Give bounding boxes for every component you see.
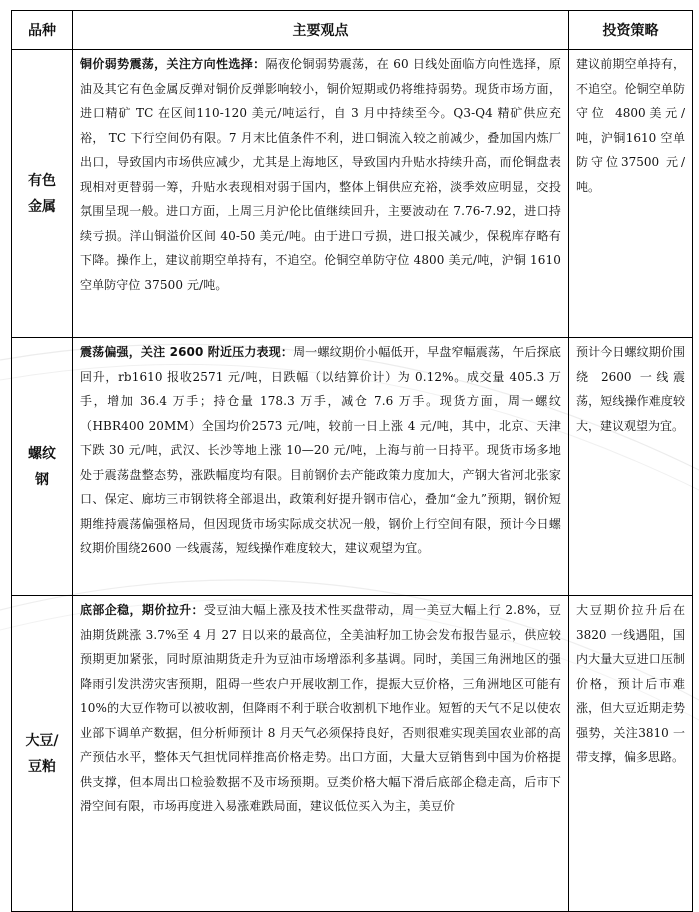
header-category: 品种 [12, 11, 73, 50]
view-lead: 震荡偏强，关注 2600 附近压力表现： [80, 345, 294, 359]
category-cell: 有色金属 [12, 50, 73, 338]
table-row-rebar [12, 338, 693, 596]
category-cell: 螺纹钢 [12, 338, 73, 596]
view-body: 受豆油大幅上涨及技术性买盘带动，周一美豆大幅上行 2.8%，豆油期货跳涨 3.7%至 4 月 27 日以来的最高位，全美油籽加工协会发布报告显示，供应较预期更加紧张，同时原油期货走升为豆油市场增添利多基调。同时，美国三角洲地区的强降雨引发洪涝灾害预期，阻碍一些农户开展收割工作，提振大豆价格，三角洲地区可能有10%的大豆作物可以被收割，但降雨不利于联合收割机下地作业。短暂的天气不足以使农业部下调单产数据，但分析师预计 8 月天气必须保持良好，否则很难实现美国农业部的高产预估水平，整体天气担忧同样推高价格走势。出口方面，大量大豆销售到中国为价格提供支撑，但本周出口检验数据不及市场预期。豆类价格大幅下滑后底部企稳走高，后市下滑空间有限，市场再度进入易涨难跌局面，建议低位买入为主，美豆价 [80, 603, 561, 813]
view-body: 周一螺纹期价小幅低开，早盘窄幅震荡，午后探底回升，rb1610 报收2571 元/吨，日跌幅（以结算价计）为 0.12%。成交量 405.3 万手，增加 36.4 万手；持仓量 178.3 万手，减仓 7.6 万手。现货方面，周一螺纹（HBR400 20MM）全国均价2573 元/吨，较前一日上涨 4 元/吨，其中，北京、天津下跌 30 元/吨，武汉、长沙等地上涨 10—20 元/吨，上海与前一日持平。现货市场多地处于震荡盘整态势，涨跌幅度均有限。目前钢价去产能政策力度加大，产钢大省河北张家口、保定、廊坊三市钢铁将全部退出，政策利好提升钢市信心，叠加“金九”预期，钢价短期维持震荡偏强格局，但因现货市场实际成交状况一般，钢价上行空间有限，预计今日螺纹期价围绕2600 一线震荡，短线操作难度较大，建议观望为宜。 [80, 345, 562, 555]
view-lead: 底部企稳，期价拉升： [80, 603, 204, 617]
strategy-cell: 建议前期空单持有，不追空。伦铜空单防守位 4800美元/吨，沪铜1610 空单防守位37500 元/吨。 [569, 50, 693, 338]
header-main-view: 主要观点 [73, 11, 569, 50]
view-lead: 铜价弱势震荡，关注方向性选择： [80, 57, 266, 71]
view-cell [73, 596, 569, 912]
category-cell: 大豆/豆粕 [12, 596, 73, 912]
table-row-nonferrous [12, 50, 693, 338]
header-strategy: 投资策略 [569, 11, 693, 50]
strategy-cell: 大豆期价拉升后在3820 一线遇阻，国内大量大豆进口压制价格，预计后市难涨，但大豆近期走势强势，关注3810 一带支撑，偏多思路。 [569, 596, 693, 912]
view-cell [73, 338, 569, 596]
view-cell [73, 50, 569, 338]
table-row-soybean [12, 596, 693, 912]
analysis-table [11, 10, 693, 912]
strategy-cell: 预计今日螺纹期价围绕 2600 一线震荡，短线操作难度较大，建议观望为宜。 [569, 338, 693, 596]
table-header-row [12, 11, 693, 50]
view-body: 隔夜伦铜弱势震荡，在 60 日线处面临方向性选择，原油及其它有色金属反弹对铜价反弹影响较小，铜价短期或仍将维持弱势。现货市场方面，进口精矿 TC 在区间110-120 美元/吨运行，自 3 月中持续至今。Q3-Q4 精矿供应充裕， TC 下行空间仍有限。7 月末比值条件不利，进口铜流入较之前减少，叠加国内炼厂出口，导致国内市场供应减少，尤其是上海地区，导致国内升贴水持续升高，而伦铜盘表现相对更替弱一筹，升贴水表现相对弱于国内，整体上铜供应充裕，淡季效应明显，交投氛围呈现一般。进口方面，上周三月沪伦比值继续回升，主要波动在 7.76-7.92，进口持续亏损。洋山铜溢价区间 40-50 美元/吨。由于进口亏损，进口报关减少，保税库存略有下降。操作上，建议前期空单持有，不追空。伦铜空单防守位 4800 美元/吨，沪铜 1610 空单防守位 37500 元/吨。 [80, 57, 561, 292]
